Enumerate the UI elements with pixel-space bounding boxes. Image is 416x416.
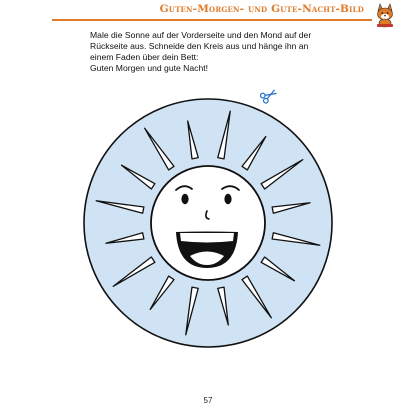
sun-face-icon (151, 166, 265, 280)
header-title: Guten-Morgen- und Gute-Nacht-Bild (159, 3, 364, 15)
instruction-line: Rückseite aus. Schneide den Kreis aus und hänge ihn an (90, 41, 309, 51)
scissors-icon (260, 87, 279, 104)
instruction-line: Male die Sonne auf der Vorderseite und den Mond auf der (90, 30, 312, 40)
instruction-line: einem Faden über dein Bett: (90, 52, 199, 62)
instruction-line: Guten Morgen und gute Nacht! (90, 63, 209, 73)
page-number: 57 (203, 396, 213, 405)
